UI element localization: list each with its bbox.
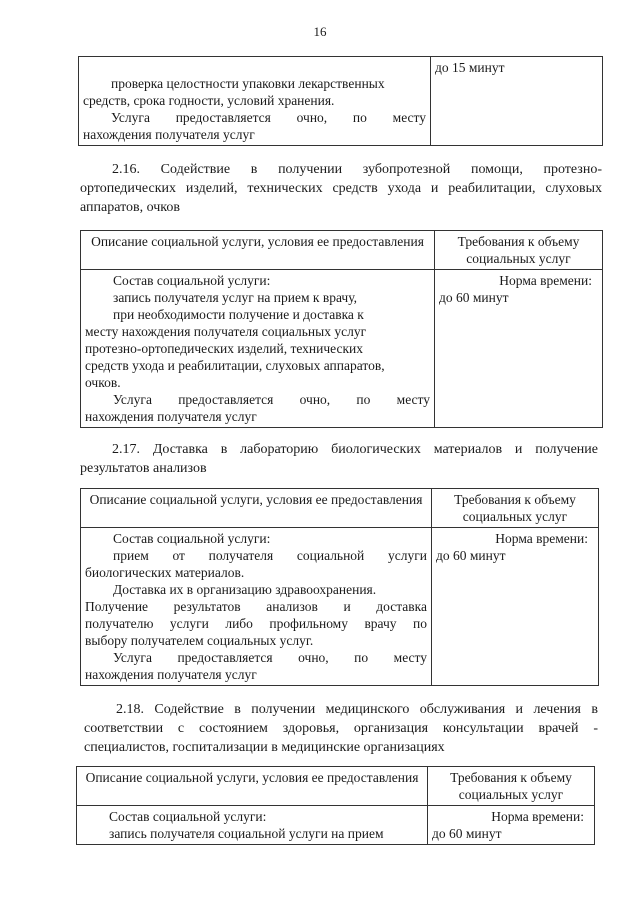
section-heading-2-16 xyxy=(80,160,602,217)
table-line: Услуга предоставляется очно, по месту xyxy=(113,650,427,665)
table-line: Получение результатов анализов и доставка xyxy=(85,599,427,614)
norm-value: до 60 минут xyxy=(432,826,502,841)
description-cell xyxy=(79,57,431,146)
norm-value: до 60 минут xyxy=(436,548,506,563)
table-line: запись получателя услуг на прием к врачу, xyxy=(113,290,357,305)
services-table-continued xyxy=(78,56,603,146)
norm-value: до 15 минут xyxy=(435,60,505,75)
table-line: протезно-ортопедических изделий, технических xyxy=(85,341,364,356)
table-line: очков. xyxy=(85,375,121,390)
col-header-description: Описание социальной услуги, условия ее предоставления xyxy=(77,767,428,806)
table-line: Состав социальной услуги: xyxy=(109,809,267,824)
norm-cell xyxy=(435,270,603,428)
table-line: Услуга предоставляется очно, по месту xyxy=(111,110,426,125)
services-table-2-18 xyxy=(76,766,595,845)
table-line: нахождения получателя услуг xyxy=(83,127,255,142)
table-line: прием от получателя социальной услуги xyxy=(113,548,427,563)
norm-cell xyxy=(428,806,595,845)
heading-line: 2.17. Доставка в лабораторию биологических материалов и получение xyxy=(112,442,598,457)
table-line: средств, срока годности, условий хранения. xyxy=(83,93,335,108)
description-cell xyxy=(77,806,428,845)
col-header-description: Описание социальной услуги, условия ее предоставления xyxy=(81,489,432,528)
table-line: Доставка их в организацию здравоохранения. xyxy=(113,582,377,597)
norm-value: до 60 минут xyxy=(439,290,509,305)
heading-line: 2.16. Содействие в получении зубопротезной помощи, протезно- xyxy=(112,162,602,177)
page-number: 16 xyxy=(313,24,327,39)
services-table-2-17 xyxy=(80,488,599,686)
table-line: Состав социальной услуги: xyxy=(113,531,271,546)
table-line: биологических материалов. xyxy=(85,565,245,580)
col-header-requirements: Требования к объему социальных услуг xyxy=(428,767,595,806)
col-header-requirements: Требования к объему социальных услуг xyxy=(435,231,603,270)
section-heading-2-17 xyxy=(80,440,598,478)
norm-cell xyxy=(431,57,603,146)
norm-label: Норма времени: xyxy=(491,809,584,824)
table-line: месту нахождения получателя социальных услуг xyxy=(85,324,367,339)
table-line: проверка целостности упаковки лекарственных xyxy=(111,76,385,91)
heading-text: результатов анализов xyxy=(80,461,207,476)
heading-line: 2.18. Содействие в получении медицинского обслуживания и лечения в xyxy=(116,702,598,717)
section-heading-2-18 xyxy=(84,700,598,757)
heading-text: соответствии с состоянием здоровья, организация консультации врачей - специалистов, госпитализации в медицинские организациях xyxy=(84,721,598,755)
services-table-2-16 xyxy=(80,230,603,428)
table-line: Услуга предоставляется очно, по месту xyxy=(113,392,430,407)
table-line: нахождения получателя услуг xyxy=(85,409,257,424)
table-line: выбору получателем социальных услуг. xyxy=(85,633,314,648)
table-line: Состав социальной услуги: xyxy=(113,273,271,288)
description-cell xyxy=(81,528,432,686)
table-line: запись получателя социальной услуги на прием xyxy=(109,826,384,841)
norm-label: Норма времени: xyxy=(499,273,592,288)
col-header-requirements: Требования к объему социальных услуг xyxy=(432,489,599,528)
col-header-description: Описание социальной услуги, условия ее предоставления xyxy=(81,231,435,270)
table-line: при необходимости получение и доставка к xyxy=(113,307,364,322)
norm-label: Норма времени: xyxy=(495,531,588,546)
table-line: нахождения получателя услуг xyxy=(85,667,257,682)
heading-text: ортопедических изделий, технических средств ухода и реабилитации, слуховых аппаратов, очков xyxy=(80,181,602,215)
table-line: средств ухода и реабилитации, слуховых аппаратов, xyxy=(85,358,385,373)
table-line: получателю услуги либо профильному врачу по xyxy=(85,616,427,631)
norm-cell xyxy=(432,528,599,686)
description-cell xyxy=(81,270,435,428)
